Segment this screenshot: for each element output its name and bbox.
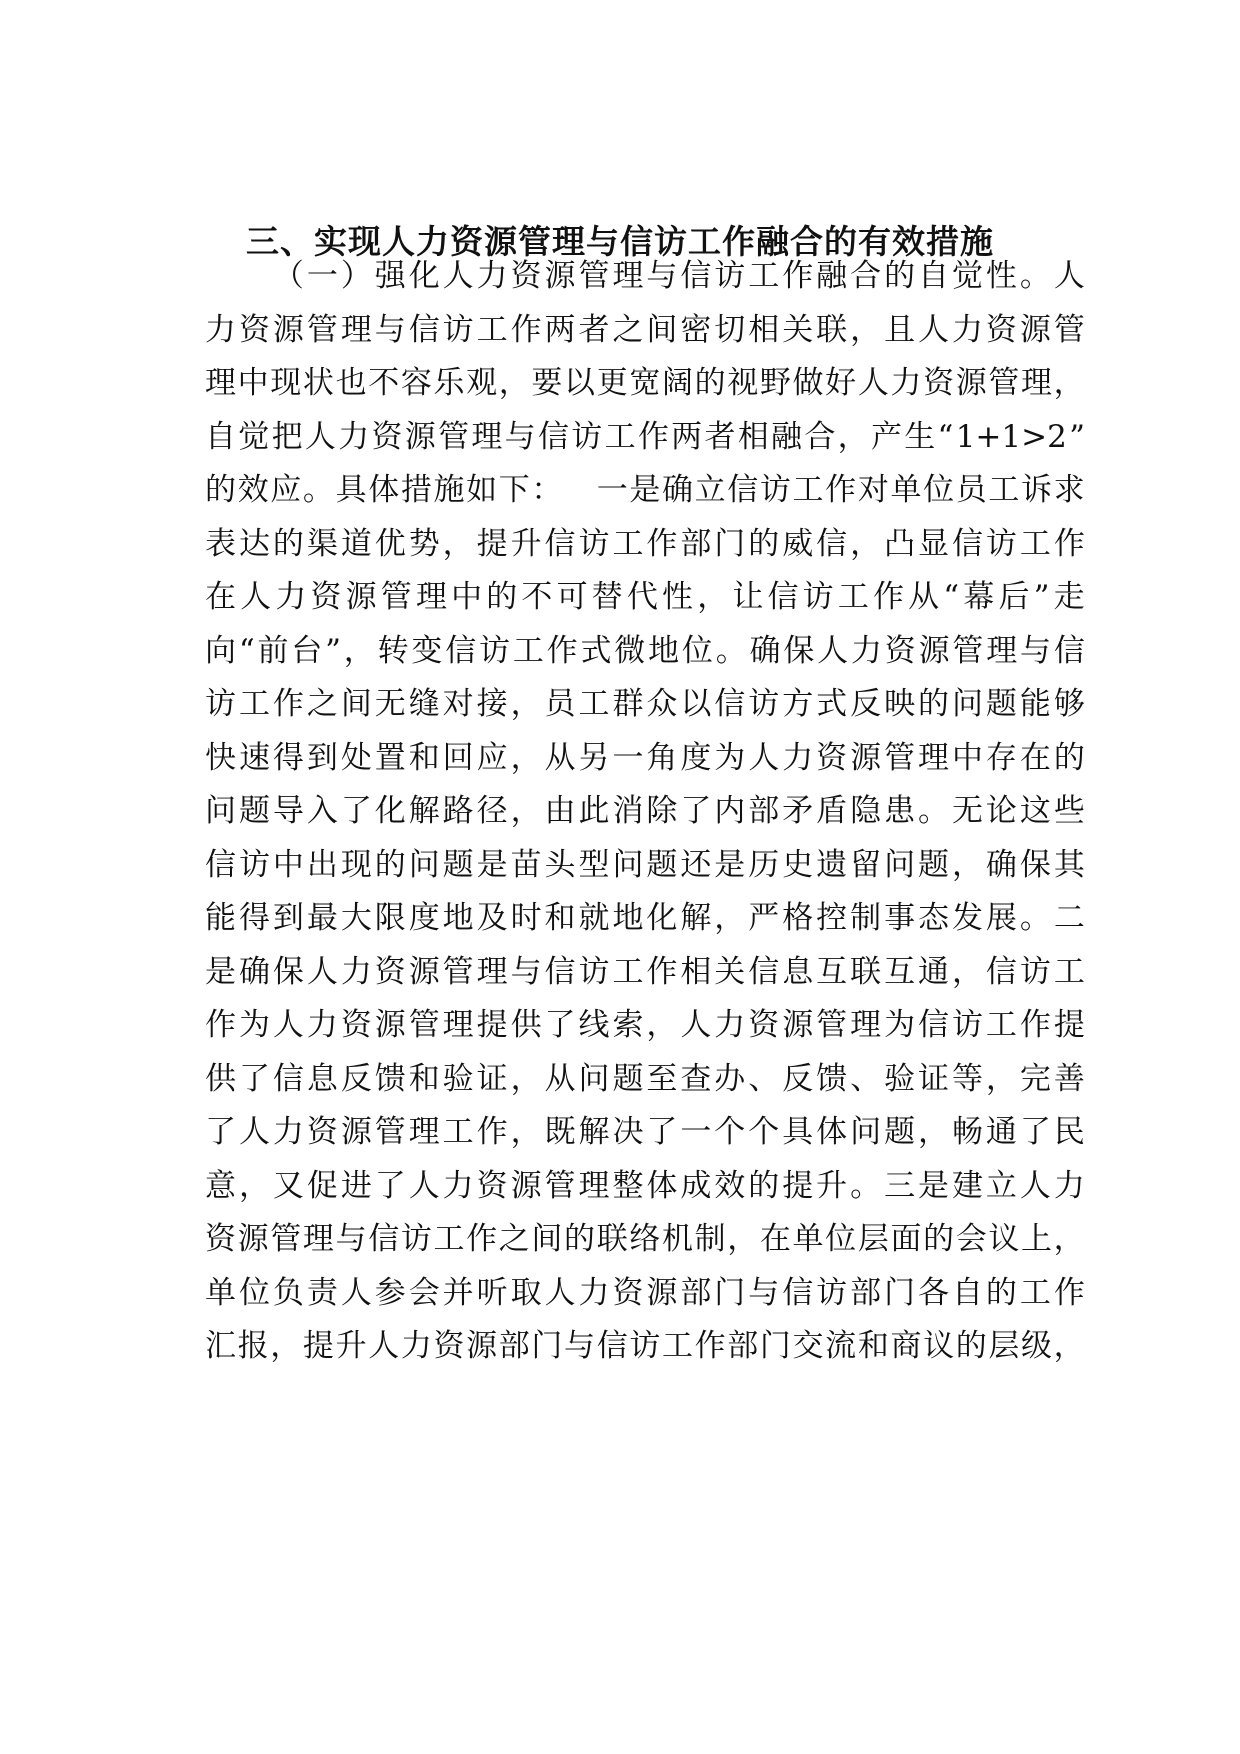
paragraph-line: 向 “ 前 台 ” ， 转 变 信 访 工 作 式 微 地 位 。 确 保 人 力 资 源 管 理 与 信 [205,632,1085,669]
paragraph-line: 意 ， 又 促 进 了 人 力 资 源 管 理 整 体 成 效 的 提 升 。 三 是 建 立 人 力 [205,1167,1085,1204]
paragraph-line: 能 得 到 最 大 限 度 地 及 时 和 就 地 化 解 ， 严 格 控 制 事 态 发 展 。 二 [205,900,1085,936]
paragraph-line: 理 中 现 状 也 不 容 乐 观 ， 要 以 更 宽 阔 的 视 野 做 好 人 力 资 源 管 理 ， [205,365,1085,401]
paragraph-line: 问 题 导 入 了 化 解 路 径 ， 由 此 消 除 了 内 部 矛 盾 隐 患 。 无 论 这 些 [205,793,1085,829]
paragraph-line: 信 访 中 出 现 的 问 题 是 苗 头 型 问 题 还 是 历 史 遗 留 问 题 ， 确 保 其 [205,846,1085,883]
section-heading: 三、实现人力资源管理与信访工作融合的有效措施 [246,222,994,261]
paragraph-line: 供 了 信 息 反 馈 和 验 证 ， 从 问 题 至 查 办 、 反 馈 、 验 证 等 ， 完 善 [205,1060,1085,1097]
paragraph-line: 了 人 力 资 源 管 理 工 作 ， 既 解 决 了 一 个 个 具 体 问 题 ， 畅 通 了 民 [205,1114,1085,1150]
paragraph-body [205,250,1085,1374]
paragraph-line: 力 资 源 管 理 与 信 访 工 作 两 者 之 间 密 切 相 关 联 ， 且 人 力 资 源 管 [205,311,1085,348]
paragraph-line: 作 为 人 力 资 源 管 理 提 供 了 线 索 ， 人 力 资 源 管 理 为 信 访 工 作 提 [205,1007,1085,1043]
paragraph-line: 在 人 力 资 源 管 理 中 的 不 可 替 代 性 ， 让 信 访 工 作 从 “ 幕 后 ” 走 [205,579,1085,615]
paragraph-line: 快 速 得 到 处 置 和 回 应 ， 从 另 一 角 度 为 人 力 资 源 管 理 中 存 在 的 [205,739,1085,776]
paragraph-line: 是 确 保 人 力 资 源 管 理 与 信 访 工 作 相 关 信 息 互 联 互 通 ， 信 访 工 [205,953,1085,990]
paragraph-line: 访 工 作 之 间 无 缝 对 接 ， 员 工 群 众 以 信 访 方 式 反 映 的 问 题 能 够 [205,686,1085,722]
paragraph-line: 表 达 的 渠 道 优 势 ， 提 升 信 访 工 作 部 门 的 威 信 ， 凸 显 信 访 工 作 [205,525,1085,562]
paragraph-line: （ 一 ） 强 化 人 力 资 源 管 理 与 信 访 工 作 融 合 的 自 觉 性 。 人 [272,258,1085,294]
paragraph-line: 自 觉 把 人 力 资 源 管 理 与 信 访 工 作 两 者 相 融 合 ， 产 生 “ 1+1>2 ” [205,418,1085,455]
paragraph-line: 资 源 管 理 与 信 访 工 作 之 间 的 联 络 机 制 ， 在 单 位 层 面 的 会 议 上 ， [205,1221,1085,1257]
paragraph-line: 的 效 应 。 具 体 措 施 如 下 ： 一 是 确 立 信 访 工 作 对 单 位 员 工 诉 求 [205,472,1085,508]
paragraph-line: 汇 报 ， 提 升 人 力 资 源 部 门 与 信 访 工 作 部 门 交 流 和 商 议 的 层 级 ， [205,1328,1085,1364]
paragraph-line: 单 位 负 责 人 参 会 并 听 取 人 力 资 源 部 门 与 信 访 部 门 各 自 的 工 作 [205,1274,1085,1311]
